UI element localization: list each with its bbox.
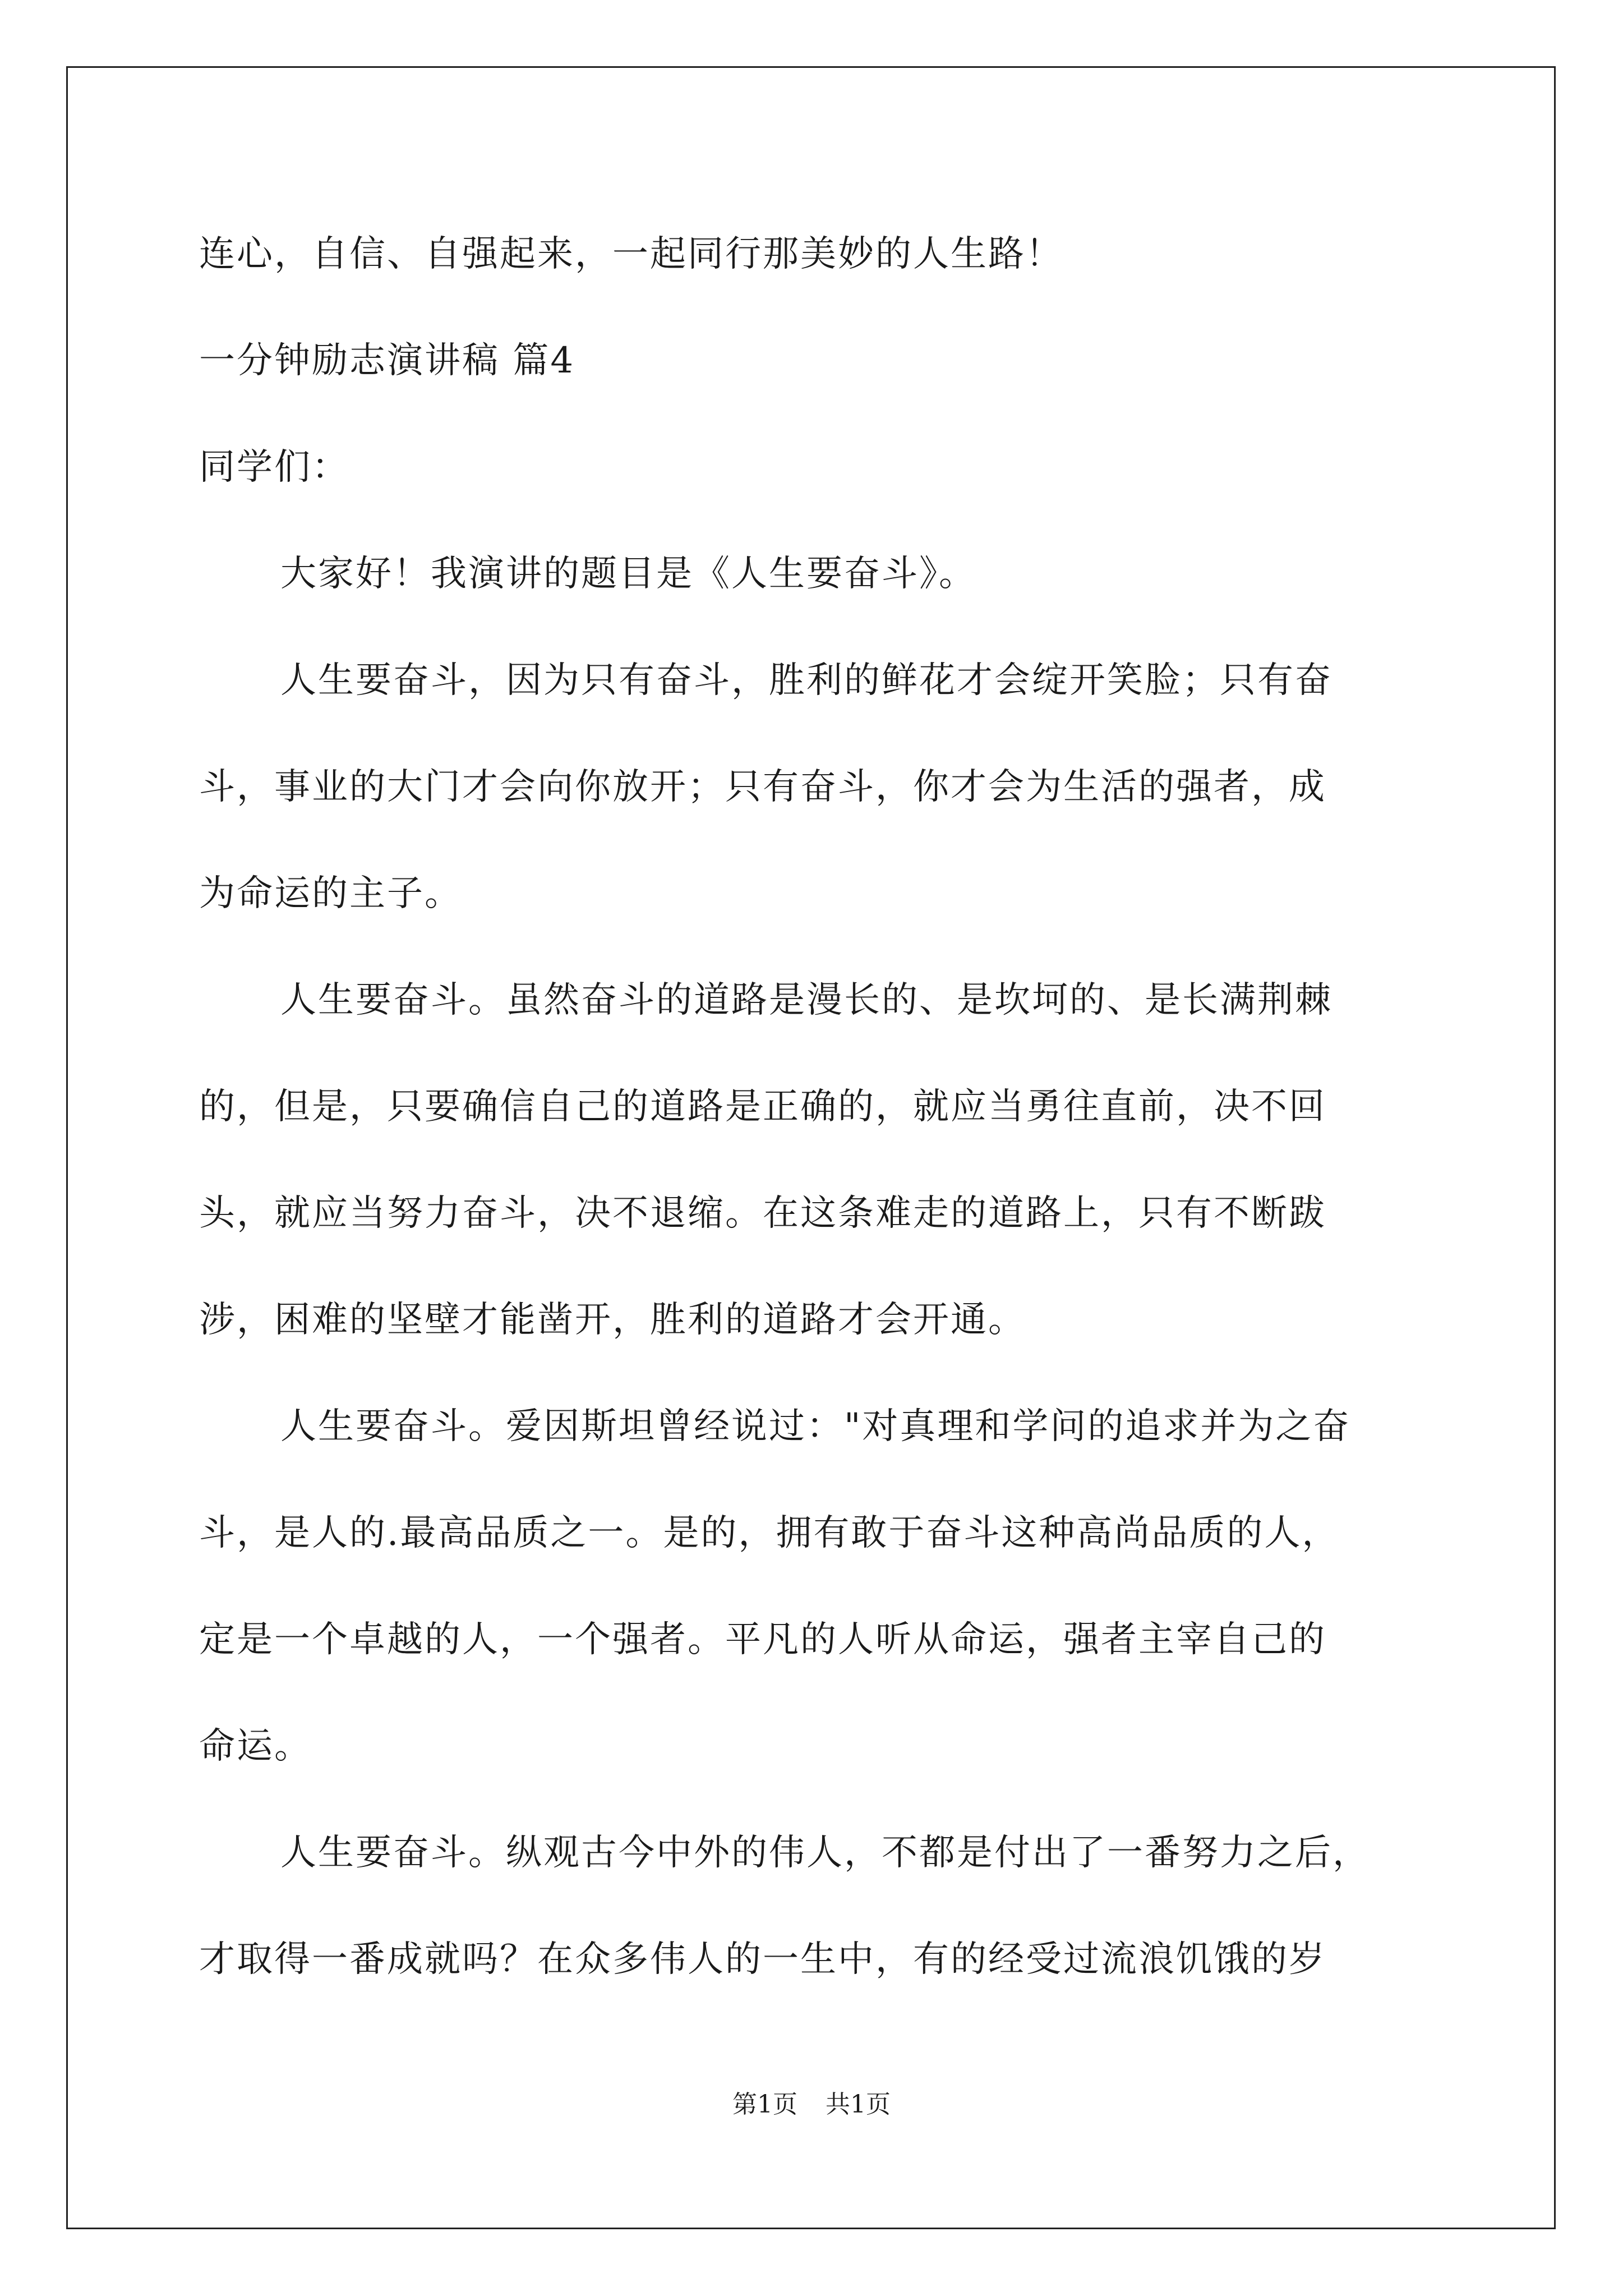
total-pages: 共1页 xyxy=(826,2090,891,2119)
paragraph-start: 大家好！我演讲的题目是《人生要奋斗》。 xyxy=(280,553,976,595)
text-line: 定是一个卓越的人，一个强者。平凡的人听从命运，强者主宰自己的 xyxy=(199,1619,1326,1660)
text-line: 连心，自信、自强起来，一起同行那美妙的人生路！ xyxy=(199,233,1063,275)
page-number: 第1页 xyxy=(732,2090,797,2119)
page-footer xyxy=(0,2088,1623,2122)
text-line: 头，就应当努力奋斗，决不退缩。在这条难走的道路上，只有不断跋 xyxy=(199,1193,1326,1234)
paragraph-start: 人生要奋斗。爱因斯坦曾经说过："对真理和学问的追求并为之奋 xyxy=(280,1406,1351,1447)
text-line: 涉，困难的坚壁才能凿开，胜利的道路才会开通。 xyxy=(199,1299,1026,1341)
text-line: 为命运的主子。 xyxy=(199,873,462,914)
text-line: 命运。 xyxy=(199,1726,312,1767)
text-line: 斗，是人的.最高品质之一。是的，拥有敢于奋斗这种高尚品质的人， xyxy=(199,1512,1340,1554)
paragraph-start: 人生要奋斗，因为只有奋斗，胜利的鲜花才会绽开笑脸；只有奋 xyxy=(280,660,1332,701)
section-heading: 一分钟励志演讲稿 篇4 xyxy=(199,340,575,381)
paragraph-start: 人生要奋斗。纵观古今中外的伟人，不都是付出了一番努力之后， xyxy=(280,1832,1370,1874)
paragraph-start: 人生要奋斗。虽然奋斗的道路是漫长的、是坎坷的、是长满荆棘 xyxy=(280,979,1332,1021)
page-border xyxy=(66,66,1556,2229)
text-line: 才取得一番成就吗？在众多伟人的一生中，有的经受过流浪饥饿的岁 xyxy=(199,1939,1326,1980)
text-line: 的，但是，只要确信自己的道路是正确的，就应当勇往直前，决不回 xyxy=(199,1086,1326,1128)
text-line: 斗，事业的大门才会向你放开；只有奋斗，你才会为生活的强者，成 xyxy=(199,766,1326,808)
salutation: 同学们： xyxy=(199,447,349,488)
